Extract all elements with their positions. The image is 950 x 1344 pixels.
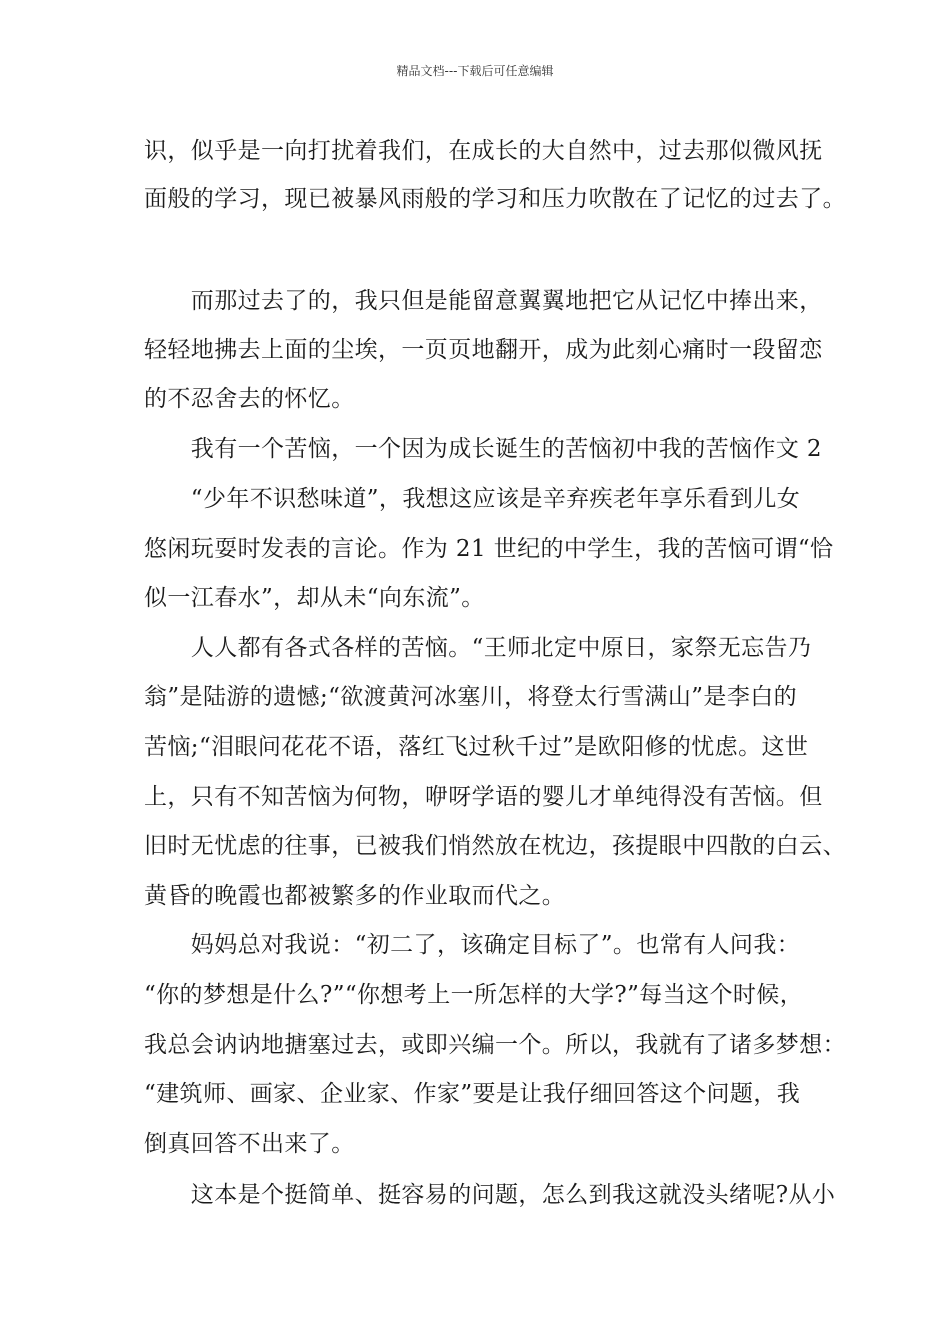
text-line: 妈妈总对我说：“初二了，该确定目标了”。也常有人问我： — [144, 932, 801, 958]
text-line: 的不忍舍去的怀忆。 — [144, 386, 355, 412]
page-header: 精品文档---下载后可任意编辑 — [396, 64, 554, 78]
text-line: 悠闲玩耍时发表的言论。作为 21 世纪的中学生，我的苦恼可谓“恰 — [144, 536, 834, 562]
text-line: 苦恼;“泪眼问花花不语，落红飞过秋千过”是欧阳修的忧虑。这世 — [144, 734, 809, 760]
text-line: 而那过去了的，我只但是能留意翼翼地把它从记忆中捧出来， — [144, 288, 823, 314]
text-line: “你的梦想是什么?”“你想考上一所怎样的大学?”每当这个时候， — [144, 982, 804, 1008]
text-line: “建筑师、画家、企业家、作家”要是让我仔细回答这个问题，我 — [144, 1081, 801, 1107]
text-line: 轻轻地拂去上面的尘埃，一页页地翻开，成为此刻心痛时一段留恋 — [144, 337, 823, 363]
text-line: 翁”是陆游的遗憾;“欲渡黄河冰塞川，将登太行雪满山”是李白的 — [144, 684, 798, 710]
text-line: 上，只有不知苦恼为何物，咿呀学语的婴儿才单纯得没有苦恼。但 — [144, 784, 823, 810]
text-line: 识，似乎是一向打扰着我们，在成长的大自然中，过去那似微风抚 — [144, 138, 823, 164]
text-line: 似一江春水”，却从未“向东流”。 — [144, 585, 485, 611]
text-line: 我有一个苦恼，一个因为成长诞生的苦恼初中我的苦恼作文 2 — [144, 436, 822, 462]
text-line: 这本是个挺简单、挺容易的问题，怎么到我这就没头绪呢?从小 — [144, 1182, 836, 1208]
text-line: 我总会讷讷地搪塞过去，或即兴编一个。所以，我就有了诸多梦想： — [144, 1032, 846, 1058]
text-line: 旧时无忧虑的往事，已被我们悄然放在枕边，孩提眼中四散的白云、 — [144, 833, 846, 859]
text-line: 人人都有各式各样的苦恼。“王师北定中原日，家祭无忘告乃 — [144, 635, 812, 661]
text-line: 黄昏的晚霞也都被繁多的作业取而代之。 — [144, 883, 566, 909]
text-line: “少年不识愁味道”，我想这应该是辛弃疾老年享乐看到儿女 — [144, 486, 801, 512]
text-line: 倒真回答不出来了。 — [144, 1131, 355, 1157]
text-line: 面般的学习，现已被暴风雨般的学习和压力吹散在了记忆的过去了。 — [144, 186, 846, 212]
